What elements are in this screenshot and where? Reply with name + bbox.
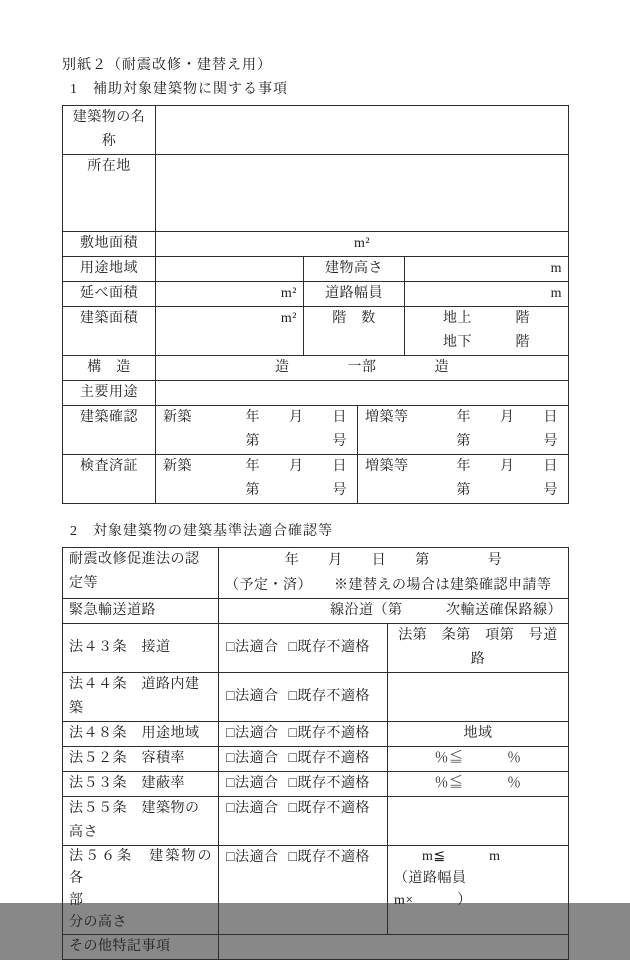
confirmation-new-field	[156, 406, 358, 455]
row-address	[63, 155, 569, 232]
checkbox-existing-nonconforming: □既存不適格	[288, 726, 370, 741]
art48-label: 法４８条 用途地域	[63, 722, 219, 747]
page-title: 別紙２（耐震改修・建替え用）	[62, 58, 272, 73]
inspection-new-field	[156, 455, 358, 504]
main-use-label: 主要用途	[63, 381, 156, 406]
other-remarks-label: その他特記事項	[63, 935, 219, 960]
art52-label: 法５２条 容積率	[63, 747, 219, 772]
art52-extra-field: ％≦ ％	[388, 747, 569, 772]
inspection-extension-field	[358, 455, 569, 504]
art53-extra-field: ％≦ ％	[388, 772, 569, 797]
floors-field	[405, 307, 569, 356]
checkbox-existing-nonconforming: □既存不適格	[288, 689, 370, 704]
checkbox-existing-nonconforming: □既存不適格	[288, 640, 370, 655]
row-art56-part-heights	[63, 846, 569, 935]
floor-area-field: m²	[156, 282, 304, 307]
address-field	[156, 155, 569, 232]
floors-below: 地下 階	[443, 335, 530, 350]
floors-above: 地上 階	[443, 311, 530, 326]
art56-check-field	[219, 846, 388, 935]
art48-extra-field: 地域	[388, 722, 569, 747]
building-name-field	[156, 106, 569, 155]
floor-area-label: 延べ面積	[63, 282, 156, 307]
row-art52-floor-area-ratio	[63, 747, 569, 772]
inspection-extension-date: 年 月 日	[456, 459, 558, 474]
row-inspection-certificate	[63, 455, 569, 504]
checkbox-code-compliant: □法適合	[226, 689, 279, 704]
art55-check-field	[219, 797, 388, 846]
art48-check-field	[219, 722, 388, 747]
floors-label: 階 数	[304, 307, 405, 356]
art44-check-field	[219, 673, 388, 722]
confirmation-extension-field	[358, 406, 569, 455]
art55-label: 法５５条 建築物の高さ	[63, 797, 219, 846]
road-width-field: m	[405, 282, 569, 307]
certification-date-blank: 年 月 日 第 号	[284, 553, 503, 568]
emergency-road-field: 線沿道（第 次輸送確保路線）	[219, 599, 569, 624]
art53-check-field	[219, 772, 388, 797]
site-area-label: 敷地面積	[63, 232, 156, 257]
building-area-label: 建築面積	[63, 307, 156, 356]
checkbox-code-compliant: □法適合	[226, 640, 279, 655]
inspection-new-date: 年 月 日	[245, 459, 347, 474]
art43-label: 法４３条 接道	[63, 624, 219, 673]
building-name-label: 建築物の名称	[63, 106, 156, 155]
checkbox-code-compliant: □法適合	[226, 850, 279, 865]
code-compliance-table	[62, 547, 569, 960]
confirmation-extension-number: 第 号	[456, 434, 558, 449]
checkbox-code-compliant: □法適合	[226, 776, 279, 791]
art55-extra-field	[388, 797, 569, 846]
row-building-name	[63, 106, 569, 155]
inspection-certificate-label: 検査済証	[63, 455, 156, 504]
art52-check-field	[219, 747, 388, 772]
checkbox-existing-nonconforming: □既存不適格	[288, 776, 370, 791]
seismic-act-certification-label: 耐震改修促進法の認定等	[63, 548, 219, 599]
extension-label: 増築等	[365, 410, 409, 425]
certification-note: （予定・済） ※建替えの場合は建築確認申請等	[225, 578, 552, 593]
art44-label: 法４４条 道路内建築	[63, 673, 219, 722]
checkbox-existing-nonconforming: □既存不適格	[288, 801, 370, 816]
art56-road-width-blank: （道路幅員 m× ）	[394, 871, 496, 908]
road-width-label: 道路幅員	[304, 282, 405, 307]
row-art55-building-height	[63, 797, 569, 846]
row-art44-building-in-road	[63, 673, 569, 722]
row-art53-building-coverage	[63, 772, 569, 797]
row-zoning	[63, 257, 569, 282]
art43-check-field	[219, 624, 388, 673]
row-other-remarks	[63, 935, 569, 960]
building-info-table	[62, 105, 569, 504]
row-building-confirmation	[63, 406, 569, 455]
row-seismic-act-certification	[63, 548, 569, 599]
row-building-area	[63, 307, 569, 356]
new-construction-label: 新築	[163, 459, 192, 474]
confirmation-new-date: 年 月 日	[245, 410, 347, 425]
zoning-field	[156, 257, 304, 282]
checkbox-code-compliant: □法適合	[226, 726, 279, 741]
structure-field: 造 一部 造	[156, 356, 569, 381]
structure-label: 構 造	[63, 356, 156, 381]
row-emergency-road	[63, 599, 569, 624]
new-construction-label: 新築	[163, 410, 192, 425]
row-art48-use-district	[63, 722, 569, 747]
checkbox-existing-nonconforming: □既存不適格	[288, 850, 370, 865]
main-use-field	[156, 381, 569, 406]
other-remarks-field	[219, 935, 569, 960]
art56-height-blank: m≦ m	[422, 849, 501, 864]
inspection-new-number: 第 号	[245, 483, 347, 498]
address-label: 所在地	[63, 155, 156, 232]
row-site-area	[63, 232, 569, 257]
section2-heading: 2 対象建築物の建築基準法適合確認等	[70, 524, 333, 539]
row-structure	[63, 356, 569, 381]
building-height-field: m	[405, 257, 569, 282]
zoning-label: 用途地域	[63, 257, 156, 282]
row-main-use	[63, 381, 569, 406]
confirmation-extension-date: 年 月 日	[456, 410, 558, 425]
inspection-extension-number: 第 号	[456, 483, 558, 498]
confirmation-new-number: 第 号	[245, 434, 347, 449]
building-area-field: m²	[156, 307, 304, 356]
art56-extra-field	[388, 846, 569, 935]
checkbox-existing-nonconforming: □既存不適格	[288, 751, 370, 766]
art53-label: 法５３条 建蔽率	[63, 772, 219, 797]
building-confirmation-label: 建築確認	[63, 406, 156, 455]
art56-label: 法５６条 建築物の各 部 分の高さ	[63, 846, 219, 935]
row-floor-area	[63, 282, 569, 307]
row-art43-road-access	[63, 624, 569, 673]
checkbox-code-compliant: □法適合	[226, 751, 279, 766]
art43-extra-field: 法第 条第 項第 号道路	[388, 624, 569, 673]
emergency-road-label: 緊急輸送道路	[63, 599, 219, 624]
section1-heading: 1 補助対象建築物に関する事項	[70, 82, 288, 97]
building-height-label: 建物高さ	[304, 257, 405, 282]
checkbox-code-compliant: □法適合	[226, 801, 279, 816]
art44-extra-field	[388, 673, 569, 722]
seismic-act-certification-field	[219, 548, 569, 599]
extension-label: 増築等	[365, 459, 409, 474]
site-area-field: m²	[156, 232, 569, 257]
